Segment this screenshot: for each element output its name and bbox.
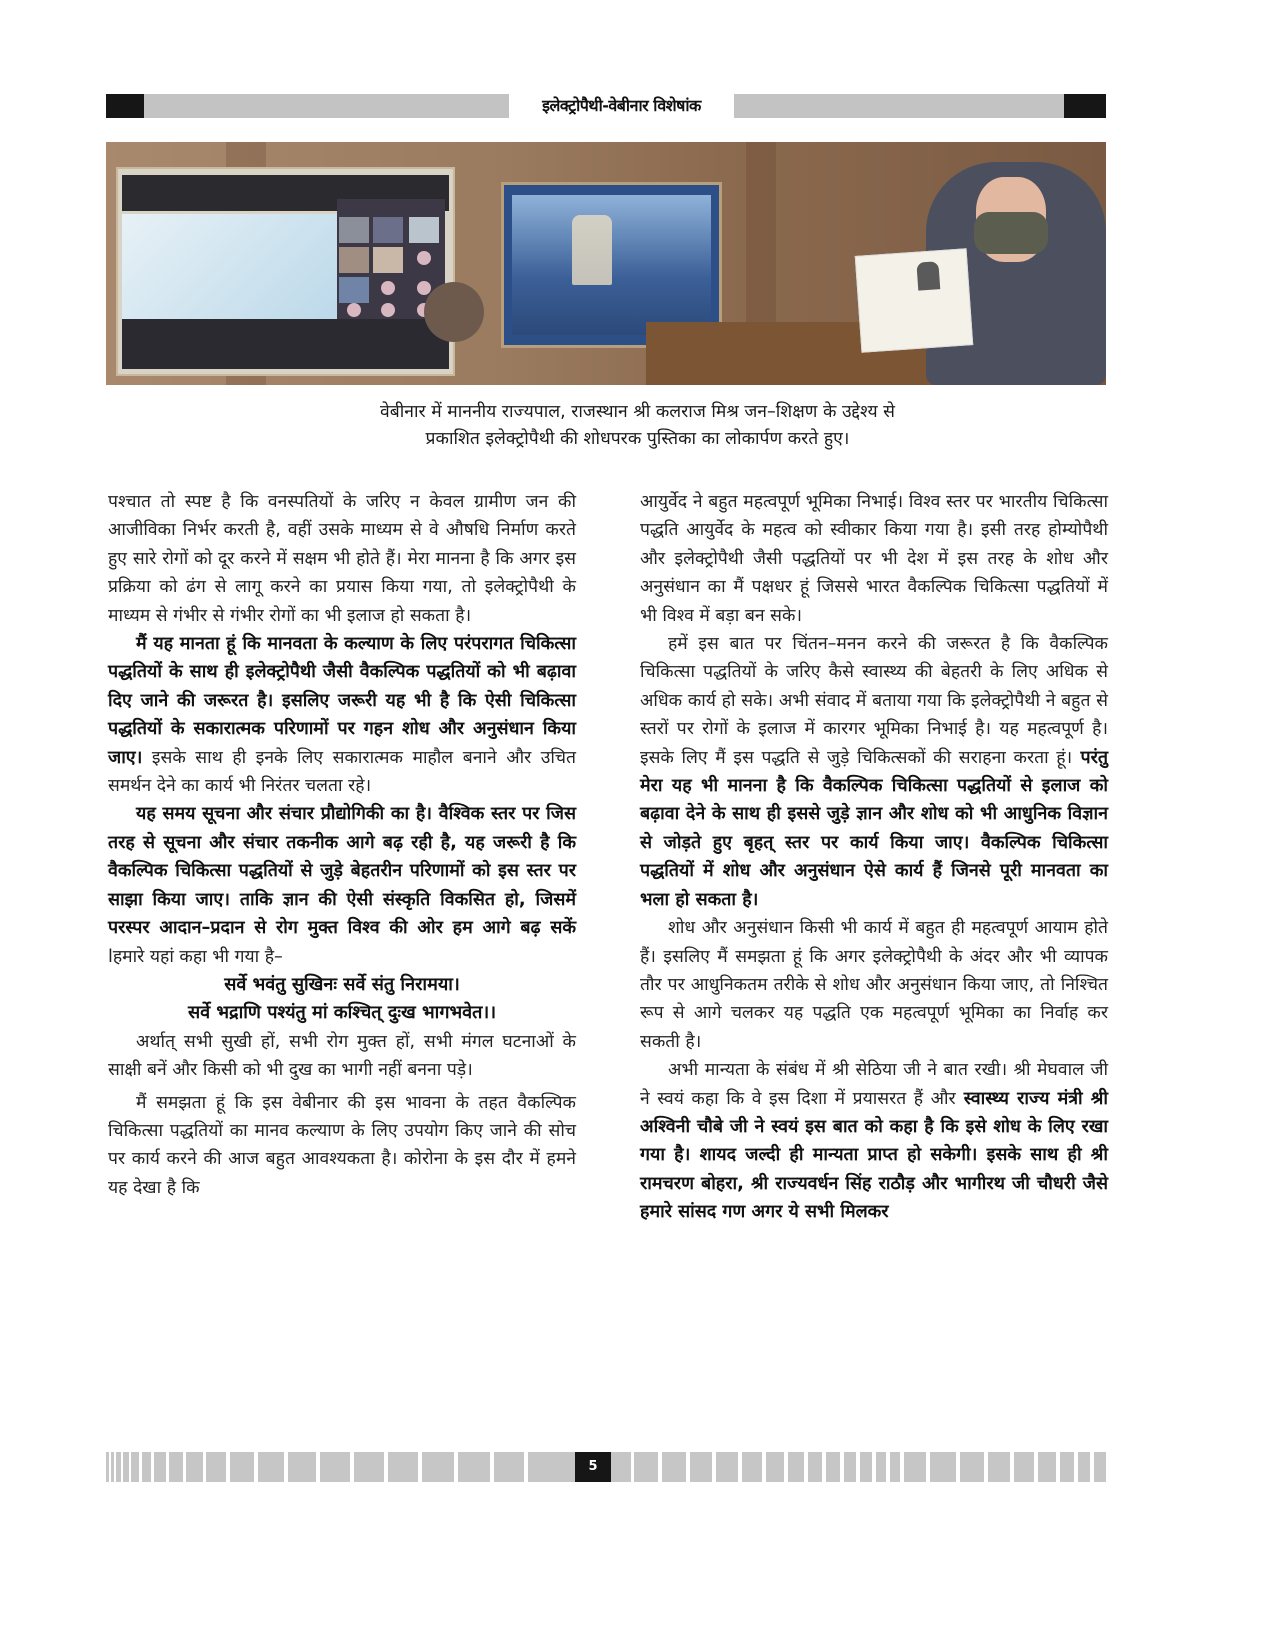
footer-stripe [1014, 1452, 1034, 1482]
bust-statue [424, 282, 484, 342]
header-title: इलेक्ट्रोपैथी-वेबीनार विशेषांक [509, 94, 734, 118]
verse-line-1: सर्वे भवंतु सुखिनः सर्वे संतु निरामया। [224, 973, 460, 995]
footer-stripe [988, 1452, 1010, 1482]
footer-stripe [230, 1452, 254, 1482]
footer-stripe [116, 1452, 121, 1482]
footer-stripe [876, 1452, 886, 1482]
left-column [108, 488, 576, 1202]
footer-stripe [1038, 1452, 1056, 1482]
footer-stripe [611, 1452, 631, 1482]
right-column [640, 488, 1108, 1227]
header-gray-band-right [734, 94, 1064, 118]
participant-tile [339, 217, 369, 243]
presentation-slide [122, 214, 337, 319]
bold-text: यह समय सूचना और संचार प्रौद्योगिकी का है। वैश्विक स्तर पर जिस तरह से सूचना और संचार तकनीक आगे बढ़ रही है, यह जरूरी है कि वैकल्पिक चिकित्सा पद्धतियों से जुड़े बेहतरीन परिणामों को इस स्तर पर साझा किया जाए। ताकि ज्ञान की ऐसी संस्कृति विकसित हो, जिसमें परस्पर आदान–प्रदान से रोग मुक्त विश्व की ओर हम आगे बढ़ सकें [108, 803, 576, 939]
footer-stripe [320, 1452, 350, 1482]
footer-stripe [634, 1452, 658, 1482]
footer-stripe [766, 1452, 784, 1482]
webinar-monitor [116, 167, 455, 376]
footer-stripe [890, 1452, 900, 1482]
participant-tile [339, 277, 369, 303]
normal-text: इसके साथ ही इनके लिए सकारात्मक माहौल बनाने और उचित समर्थन देने का कार्य भी निरंतर चलता रहे। [108, 747, 576, 797]
footer-stripe [206, 1452, 226, 1482]
footer-stripe [169, 1452, 183, 1482]
participant-avatar [417, 251, 431, 265]
normal-text: हमें इस बात पर चिंतन–मनन करने की जरूरत है कि वैकल्पिक चिकित्सा पद्धतियों के जरिए कैसे स्वास्थ्य की बेहतरी के लिए अधिक से अधिक कार्य हो सके। अभी संवाद में बताया गया कि इलेक्ट्रोपैथी ने बहुत से स्तरों पर रोगों के इलाज में कारगर भूमिका निभाई है। यह महत्वपूर्ण है। इसके लिए मैं इस पद्धति से जुड़े चिकित्सकों की सराहना करता हूं। [640, 634, 1108, 768]
footer-stripe [716, 1452, 738, 1482]
participant-avatar [381, 303, 395, 317]
page-number: 5 [575, 1452, 611, 1482]
bold-text: परंतु मेरा यह भी मानना है कि वैकल्पिक चिकित्सा पद्धतियों से इलाज को बढ़ावा देने के साथ ही इससे जुड़े ज्ञान और शोध को भी आधुनिक विज्ञान से जोड़ते हुए बृहत् स्तर पर कार्य किया जाए। वैकल्पिक चिकित्सा पद्धतियों में शोध और अनुसंधान ऐसे कार्य हैं जिनसे पूरी मानवता का भला हो सकता है। [640, 746, 1109, 910]
monitor-taskbar [122, 319, 449, 369]
footer-stripe [528, 1452, 575, 1482]
footer-stripe [1060, 1452, 1074, 1482]
participant-tile [339, 247, 369, 273]
footer-stripe [1078, 1452, 1090, 1482]
footer-stripe [826, 1452, 840, 1482]
normal-text: lहमारे यहां कहा भी गया है– [108, 946, 283, 967]
paragraph [640, 630, 1108, 914]
header-black-block-right [1064, 94, 1106, 118]
normal-text: अभी मान्यता के संबंध में श्री सेठिया जी ने बात रखी। श्री मेघवाल जी ने स्वयं कहा कि वे इस दिशा में प्रयासरत हैं और [640, 1060, 1108, 1109]
footer-stripe [154, 1452, 166, 1482]
participant-avatar [347, 303, 361, 317]
footer-stripe [808, 1452, 822, 1482]
paragraph: पश्चात तो स्पष्ट है कि वनस्पतियों के जरिए न केवल ग्रामीण जन की आजीविका निर्भर करती है, वहीं उसके माध्यम से वे औषधि निर्माण करते हुए सारे रोगों को दूर करने में सक्षम भी होते हैं। मेरा मानना है कि अगर इस प्रक्रिया को ढंग से लागू करने का प्रयास किया गया, तो इलेक्ट्रोपैथी के माध्यम से गंभीर से गंभीर रोगों का भी इलाज हो सकता है। [108, 492, 576, 626]
footer-stripe [186, 1452, 203, 1482]
monitor-screen [512, 195, 711, 335]
verse-line-2: सर्वे भद्राणि पश्यंतु मां कश्चित् दुःख भागभवेत।। [187, 1002, 497, 1024]
photo-caption [200, 399, 1075, 453]
footer-stripe [354, 1452, 384, 1482]
participant-tile [409, 217, 439, 243]
footer-stripe [960, 1452, 984, 1482]
footer-stripe [288, 1452, 316, 1482]
participant-avatar [417, 281, 431, 295]
header-black-block-left [106, 94, 144, 118]
participant-tile [373, 247, 403, 273]
footer-stripe [422, 1452, 454, 1482]
footer-stripe [844, 1452, 856, 1482]
booklet [855, 248, 973, 353]
paragraph: अर्थात् सभी सुखी हों, सभी रोग मुक्त हों, सभी मंगल घटनाओं के साक्षी बनें और किसी को भी दुख का भागी नहीं बनना पड़े। [108, 1031, 576, 1081]
footer-stripe [142, 1452, 151, 1482]
footer-stripe [106, 1452, 109, 1482]
participant-avatar [381, 281, 395, 295]
footer-stripe [111, 1452, 114, 1482]
footer-stripe [1094, 1452, 1106, 1482]
paragraph [108, 630, 576, 800]
bold-text: स्वास्थ्य राज्य मंत्री श्री अश्विनी चौबे जी ने स्वयं इस बात को कहा है कि इसे शोध के लिए रखा गया है। शायद जल्दी ही मान्यता प्राप्त हो सकेगी। इसके साथ ही श्री रामचरण बोहरा, श्री राज्यवर्धन सिंह राठौड़ और भागीरथ जी चौधरी जैसे हमारे सांसद गण अगर ये सभी मिलकर [640, 1087, 1108, 1223]
footer-stripe [860, 1452, 872, 1482]
emblem-image [572, 215, 612, 285]
paragraph [640, 1056, 1108, 1226]
event-photo [106, 142, 1106, 385]
header-bar [106, 94, 1106, 118]
footer-stripe [123, 1452, 129, 1482]
footer-stripe [258, 1452, 284, 1482]
footer-stripe [131, 1452, 139, 1482]
caption-line-2: प्रकाशित इलेक्ट्रोपैथी की शोधपरक पुस्तिका का लोकार्पण करते हुए। [425, 429, 850, 449]
footer-stripe [742, 1452, 762, 1482]
booklet-portrait [916, 261, 940, 290]
participant-tile [373, 217, 403, 243]
footer-stripe [788, 1452, 804, 1482]
paragraph [108, 800, 576, 970]
footer-stripe [388, 1452, 418, 1482]
footer-stripe [494, 1452, 524, 1482]
footer-stripe [904, 1452, 926, 1482]
footer-stripe [690, 1452, 712, 1482]
caption-line-1: वेबीनार में माननीय राज्यपाल, राजस्थान श्री कलराज मिश्र जन–शिक्षण के उद्देश्य से [379, 402, 895, 422]
bold-text: मैं यह मानता हूं कि मानवता के कल्याण के लिए परंपरागत चिकित्सा पद्धतियों के साथ ही इलेक्ट्रोपैथी जैसी वैकल्पिक पद्धतियों को भी बढ़ावा दिए जाने की जरूरत है। इसलिए जरूरी यह भी है कि ऐसी चिकित्सा पद्धतियों के सकारात्मक परिणामों पर गहन शोध और अनुसंधान किया जाए। [108, 633, 576, 768]
footer-stripe [662, 1452, 686, 1482]
footer-bar [106, 1452, 1106, 1482]
footer-stripe [458, 1452, 490, 1482]
header-gray-band-left [144, 94, 509, 118]
paragraph: मैं समझता हूं कि इस वेबीनार की इस भावना के तहत वैकल्पिक चिकित्सा पद्धतियों का मानव कल्याण के लिए उपयोग किए जाने की सोच पर कार्य करने की आज बहुत आवश्यकता है। कोरोना के इस दौर में हमने यह देखा है कि [108, 1092, 576, 1198]
footer-stripe [930, 1452, 956, 1482]
face-mask [974, 212, 1048, 254]
paragraph: आयुर्वेद ने बहुत महत्वपूर्ण भूमिका निभाई। विश्व स्तर पर भारतीय चिकित्सा पद्धति आयुर्वेद के महत्व को स्वीकार किया गया है। इसी तरह होम्योपैथी और इलेक्ट्रोपैथी जैसी पद्धतियों पर भी देश में इस तरह के शोध और अनुसंधान का मैं पक्षधर हूं जिससे भारत वैकल्पिक चिकित्सा पद्धतियों में भी विश्व में बड़ा बन सके। [640, 492, 1108, 626]
paragraph: शोध और अनुसंधान किसी भी कार्य में बहुत ही महत्वपूर्ण आयाम होते हैं। इसलिए मैं समझता हूं कि अगर इलेक्ट्रोपैथी के अंदर और भी व्यापक तौर पर आधुनिकतम तरीके से शोध और अनुसंधान किया जाए, तो निश्चित रूप से आगे चलकर यह पद्धति एक महत्वपूर्ण भूमिका का निर्वाह कर सकती है। [640, 918, 1108, 1052]
